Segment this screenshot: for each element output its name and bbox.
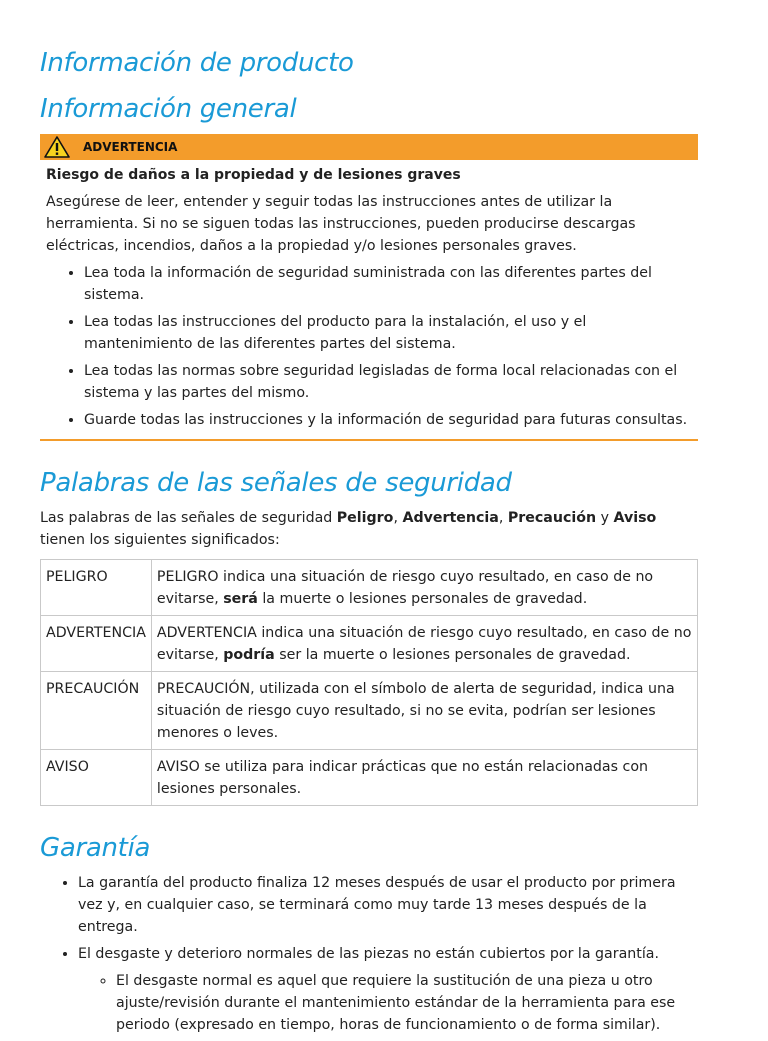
warning-heading: Riesgo de daños a la propiedad y de lesiones graves — [46, 167, 461, 183]
intro-word: Aviso — [613, 510, 657, 526]
intro-word: Precaución — [507, 510, 597, 526]
warning-text: Asegúrese de leer, entender y seguir todas las instrucciones antes de utilizar la herramienta. Si no se siguen todas las instrucciones, pueden producirse descargas eléctricas, incendios, daños a la propiedad y/o lesiones personales graves. — [46, 194, 636, 254]
page-title: Información de producto — [40, 48, 354, 78]
warranty-sublist — [78, 970, 698, 1036]
section-title-warranty: Garantía — [40, 833, 151, 863]
table-cell-desc — [151, 672, 697, 750]
list-item — [78, 943, 698, 1036]
warning-triangle-icon — [44, 136, 70, 158]
table-cell-desc — [151, 560, 697, 616]
desc-bold: será — [223, 591, 258, 607]
desc-text: la muerte o lesiones personales de gravedad. — [257, 591, 588, 607]
signals-table — [40, 559, 698, 806]
desc-text: PELIGRO indica una situación de riesgo cuyo resultado, en caso de no evitarse, — [156, 569, 654, 607]
list-item: • Guarde todas las instrucciones y la información de seguridad para futuras consultas. — [84, 409, 698, 431]
list-item: • Lea todas las instrucciones del producto para la instalación, el uso y el mantenimiento de las diferentes partes del sistema. — [84, 311, 698, 355]
intro-word: Advertencia — [402, 510, 499, 526]
table-cell-term: ADVERTENCIA — [41, 616, 152, 672]
table-cell-desc — [151, 750, 697, 806]
warranty-list — [40, 872, 698, 1036]
warning-label: ADVERTENCIA — [83, 140, 178, 154]
desc-text: AVISO se utiliza para indicar prácticas que no están relacionadas con lesiones personales. — [156, 759, 649, 797]
list-item: • Lea toda la información de seguridad suministrada con las diferentes partes del sistema. — [84, 262, 698, 306]
desc-text: ser la muerte o lesiones personales de gravedad. — [274, 647, 631, 663]
desc-bold: podría — [223, 647, 275, 663]
list-item-text: El desgaste y deterioro normales de las piezas no están cubiertos por la garantía. — [78, 946, 659, 962]
intro-sep: , — [498, 510, 508, 526]
warning-content — [40, 164, 698, 441]
table-cell-desc — [151, 616, 697, 672]
sub-list-item: ◦ El desgaste normal es aquel que requiere la sustitución de una pieza u otro ajuste/revisión durante el mantenimiento estándar de la herramienta para ese periodo (expresado en tiempo, horas de funcionamiento o de forma similar). — [116, 970, 698, 1036]
table-row — [41, 616, 698, 672]
section-title-general: Información general — [40, 94, 297, 124]
intro-sep: y — [596, 510, 614, 526]
section-title-signals: Palabras de las señales de seguridad — [40, 468, 512, 498]
intro-text: Las palabras de las señales de seguridad — [40, 510, 337, 526]
table-cell-term: PRECAUCIÓN — [41, 672, 152, 750]
table-row — [41, 750, 698, 806]
list-item: • La garantía del producto finaliza 12 meses después de usar el producto por primera vez y, en cualquier caso, se terminará como muy tarde 13 meses después de la entrega. — [78, 872, 698, 938]
table-row — [41, 672, 698, 750]
desc-text: PRECAUCIÓN, utilizada con el símbolo de alerta de seguridad, indica una situación de riesgo cuyo resultado, si no se evita, podrían ser lesiones menores o leves. — [156, 681, 675, 741]
list-item: • Lea todas las normas sobre seguridad legisladas de forma local relacionadas con el sistema y las partes del mismo. — [84, 360, 698, 404]
table-row — [41, 560, 698, 616]
warning-banner — [40, 134, 698, 160]
document-page — [40, 40, 698, 1041]
warning-list — [46, 262, 698, 431]
intro-sep: , — [393, 510, 403, 526]
intro-word: Peligro — [336, 510, 394, 526]
table-cell-term: AVISO — [41, 750, 152, 806]
signals-intro — [40, 507, 698, 551]
desc-text: ADVERTENCIA indica una situación de riesgo cuyo resultado, en caso de no evitarse, — [156, 625, 692, 663]
intro-text: tienen los siguientes significados: — [40, 532, 280, 548]
table-cell-term: PELIGRO — [41, 560, 152, 616]
